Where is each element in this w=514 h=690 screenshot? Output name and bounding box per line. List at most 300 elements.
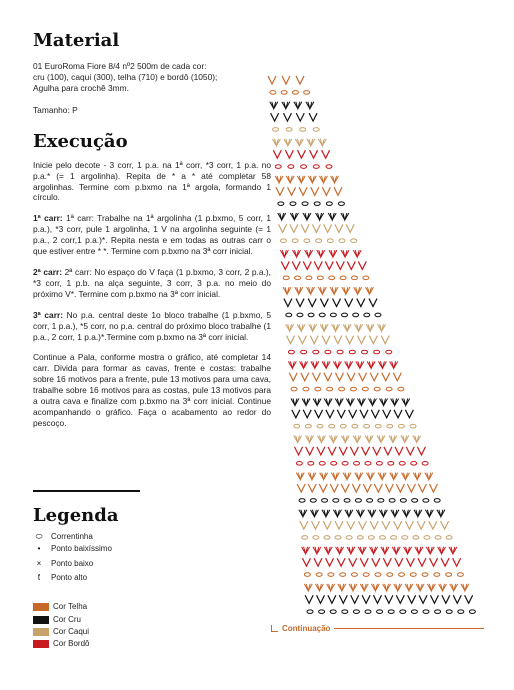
chain-mark — [364, 424, 370, 428]
chain-mark — [387, 573, 393, 577]
shell-mark — [331, 176, 339, 183]
chain-mark — [273, 128, 279, 132]
carr2-paragraph — [33, 267, 271, 300]
shell-mark — [291, 398, 299, 405]
chain-mark — [313, 128, 319, 132]
diagram-row — [288, 350, 391, 354]
chain-mark — [300, 128, 306, 132]
v-stitch-mark — [290, 224, 298, 232]
chain-mark — [398, 424, 404, 428]
continuation-marker — [271, 624, 484, 633]
carr3-text: No p.a. central deste 1o bloco trabalhe (1 p.bxmo, 5 corr, 1 p.a.), *5 corr, no p.a. central do próximo bloco trabalhe (1 p.a., 2 corr, 1 p.a.)*.Termine com p.bxmo na 3ª corr inicial. — [33, 309, 271, 342]
v-stitch-mark — [358, 336, 366, 344]
v-stitch-mark — [417, 521, 425, 529]
v-stitch-mark — [363, 484, 371, 492]
v-stitch-mark — [358, 261, 366, 269]
chain-mark — [338, 202, 344, 206]
v-stitch-mark — [268, 76, 276, 84]
diagram-row — [305, 595, 473, 603]
shell-mark — [347, 547, 355, 554]
v-stitch-mark — [322, 336, 330, 344]
chain-mark — [424, 536, 430, 540]
shell-mark — [286, 176, 294, 183]
chain-mark — [344, 499, 350, 503]
chain-mark — [304, 239, 310, 243]
diagram-row — [307, 610, 475, 614]
chain-oval-icon: ⬭ — [35, 532, 43, 541]
diagram-row — [286, 313, 381, 317]
shell-mark — [449, 547, 457, 554]
diagram-row — [281, 261, 366, 269]
chain-mark — [399, 573, 405, 577]
v-stitch-mark — [351, 595, 359, 603]
chain-mark — [354, 461, 360, 465]
v-stitch-mark — [296, 76, 304, 84]
v-stitch-mark — [465, 595, 473, 603]
v-stitch-mark — [406, 558, 414, 566]
v-stitch-mark — [322, 150, 330, 158]
shell-mark — [316, 213, 324, 220]
v-stitch-mark — [350, 447, 358, 455]
chain-mark — [391, 536, 397, 540]
v-stitch-mark — [441, 558, 449, 566]
diagram-row — [292, 410, 414, 418]
shell-mark — [379, 510, 387, 517]
v-stitch-mark — [395, 558, 403, 566]
v-stitch-mark — [289, 373, 297, 381]
chain-mark — [291, 387, 297, 391]
v-stitch-mark — [326, 558, 334, 566]
v-stitch-mark — [335, 521, 343, 529]
shell-mark — [381, 547, 389, 554]
shell-mark — [416, 584, 424, 591]
shell-mark — [383, 584, 391, 591]
chain-mark — [325, 350, 331, 354]
shell-mark — [297, 176, 305, 183]
chain-mark — [364, 313, 370, 317]
shell-mark — [335, 398, 343, 405]
chain-mark — [327, 387, 333, 391]
shell-mark — [302, 398, 310, 405]
chain-mark — [340, 424, 346, 428]
chain-mark — [361, 350, 367, 354]
chain-mark — [434, 573, 440, 577]
shell-mark — [333, 361, 341, 368]
shell-mark — [308, 176, 316, 183]
material-line: 01 EuroRoma Fiore 8/4 nº2 500m de cada cor: — [33, 61, 207, 71]
v-stitch-mark — [310, 150, 318, 158]
chain-mark — [339, 387, 345, 391]
chain-mark — [337, 350, 343, 354]
chain-mark — [319, 461, 325, 465]
chain-mark — [275, 165, 281, 169]
swatch-box — [33, 603, 49, 611]
chain-mark — [411, 610, 417, 614]
v-stitch-mark — [406, 447, 414, 455]
chain-mark — [378, 499, 384, 503]
color-swatch-telha — [33, 602, 87, 611]
legend-item-ponto-alto — [33, 573, 87, 583]
chain-mark — [422, 461, 428, 465]
shell-mark — [293, 250, 301, 257]
v-stitch-mark — [283, 113, 291, 121]
v-stitch-mark — [317, 595, 325, 603]
v-stitch-mark — [442, 595, 450, 603]
shell-mark — [425, 510, 433, 517]
v-stitch-mark — [336, 261, 344, 269]
shell-mark — [333, 510, 341, 517]
shell-mark — [401, 436, 409, 443]
carr2-label: 2ª carr: — [33, 266, 63, 277]
chain-mark — [342, 610, 348, 614]
legenda-title: Legenda — [33, 505, 119, 526]
shell-mark — [355, 324, 363, 331]
chain-mark — [329, 276, 335, 280]
v-stitch-mark — [302, 558, 310, 566]
chain-mark — [375, 313, 381, 317]
chain-mark — [290, 202, 296, 206]
diagram-row — [276, 187, 342, 195]
chain-mark — [286, 313, 292, 317]
chain-mark — [270, 91, 276, 95]
chain-mark — [313, 536, 319, 540]
shell-mark — [294, 436, 302, 443]
chain-mark — [386, 387, 392, 391]
shell-mark — [304, 584, 312, 591]
shell-mark — [341, 436, 349, 443]
v-stitch-mark — [369, 299, 377, 307]
shell-mark — [377, 436, 385, 443]
diagram-row — [284, 299, 377, 307]
chain-mark — [288, 165, 294, 169]
diagram-row — [302, 547, 457, 554]
shell-mark — [303, 213, 311, 220]
diagram-row — [268, 76, 304, 84]
shell-mark — [329, 436, 337, 443]
size-text: Tamanho: P — [33, 104, 78, 115]
chain-mark — [375, 424, 381, 428]
chain-mark — [304, 573, 310, 577]
shell-mark — [272, 139, 280, 146]
v-stitch-mark — [297, 484, 305, 492]
shell-mark — [318, 139, 326, 146]
chain-mark — [346, 536, 352, 540]
chain-mark — [387, 424, 393, 428]
v-stitch-mark — [369, 336, 377, 344]
shell-mark — [380, 398, 388, 405]
chain-mark — [292, 91, 298, 95]
chain-mark — [410, 424, 416, 428]
diagram-row — [272, 139, 326, 146]
shell-mark — [365, 287, 373, 294]
shell-mark — [391, 398, 399, 405]
shell-mark — [366, 324, 374, 331]
chain-mark — [435, 610, 441, 614]
shell-mark — [318, 287, 326, 294]
chain-mark — [314, 202, 320, 206]
chain-mark — [327, 239, 333, 243]
v-stitch-mark — [322, 187, 330, 195]
pala-paragraph: Continue a Pala, conforme mostra o gráfico, até completar 14 carr. Divida para formar as cavas, frente e costas: trabalhe sobre 16 motivos para a frente, pule 13 motivos para uma cava, trabalhe sobre 16 motivos para as costas, pule 13 motivos para a outra cava e finalize com p.bxmo na 3ª corr inicial. Continue acompanhando o gráfico. Faça o acabamento ao redor do pescoço. — [33, 352, 271, 428]
v-stitch-mark — [339, 595, 347, 603]
chain-mark — [351, 276, 357, 280]
v-stitch-mark — [359, 373, 367, 381]
diagram-row — [279, 224, 355, 232]
chain-mark — [302, 202, 308, 206]
shell-mark — [392, 547, 400, 554]
shell-mark — [450, 584, 458, 591]
chain-mark — [310, 499, 316, 503]
v-stitch-mark — [296, 113, 304, 121]
v-stitch-mark — [273, 150, 281, 158]
shell-mark — [401, 473, 409, 480]
chain-mark — [400, 499, 406, 503]
chain-mark — [423, 610, 429, 614]
v-stitch-mark — [394, 410, 402, 418]
v-stitch-mark — [374, 484, 382, 492]
diagram-row — [291, 398, 410, 405]
material-line: Agulha para crochê 3mm. — [33, 82, 129, 93]
shell-mark — [425, 473, 433, 480]
diagram-row — [304, 573, 463, 577]
chain-mark — [302, 536, 308, 540]
chain-mark — [368, 536, 374, 540]
shell-mark — [331, 473, 339, 480]
shell-mark — [286, 324, 294, 331]
chain-mark — [389, 499, 395, 503]
chain-mark — [295, 276, 301, 280]
chain-mark — [362, 387, 368, 391]
shell-mark — [332, 324, 340, 331]
chain-mark — [412, 499, 418, 503]
diagram-row — [275, 165, 332, 169]
shell-mark — [426, 547, 434, 554]
shell-mark — [307, 139, 315, 146]
chain-mark — [330, 610, 336, 614]
chain-mark — [331, 461, 337, 465]
shell-mark — [439, 584, 447, 591]
carr3-paragraph — [33, 310, 271, 343]
shell-mark — [324, 547, 332, 554]
diagram-row — [270, 91, 310, 95]
shell-mark — [302, 547, 310, 554]
shell-mark — [342, 287, 350, 294]
shell-mark — [437, 510, 445, 517]
v-stitch-mark — [312, 224, 320, 232]
shell-mark — [343, 324, 351, 331]
chain-mark — [365, 461, 371, 465]
chain-mark — [446, 573, 452, 577]
chain-mark — [457, 573, 463, 577]
diagram-row — [300, 521, 449, 529]
shell-mark — [354, 287, 362, 294]
shell-mark — [353, 250, 361, 257]
shell-mark — [413, 473, 421, 480]
v-stitch-mark — [334, 187, 342, 195]
v-stitch-mark — [407, 484, 415, 492]
chain-mark — [375, 573, 381, 577]
v-stitch-mark — [430, 558, 438, 566]
chain-mark — [413, 536, 419, 540]
intro-paragraph: Inicie pelo decote - 3 corr, 1 p.a. na 1ª corr, *3 corr, 1 p.a. no p.a.* (= 1 argolinha). Repita de * a * até completar 58 argolinhas. Termine com p.bxmo na 1ª argola, formando 1 círculo. — [33, 159, 271, 203]
shell-mark — [322, 361, 330, 368]
diagram-row — [295, 447, 426, 455]
v-stitch-mark — [362, 447, 370, 455]
v-stitch-mark — [341, 484, 349, 492]
v-stitch-mark — [330, 484, 338, 492]
chain-mark — [446, 536, 452, 540]
shell-mark — [368, 510, 376, 517]
v-stitch-mark — [385, 595, 393, 603]
shell-mark — [308, 473, 316, 480]
text-column — [33, 30, 271, 429]
shell-mark — [390, 361, 398, 368]
section-divider — [33, 490, 140, 492]
chain-mark — [374, 350, 380, 354]
shell-mark — [378, 324, 386, 331]
v-stitch-mark — [301, 373, 309, 381]
chain-mark — [357, 536, 363, 540]
swatch-label: Cor Cru — [53, 615, 82, 624]
swatch-label: Cor Bordô — [53, 639, 90, 648]
chain-mark — [326, 165, 332, 169]
v-stitch-mark — [315, 410, 323, 418]
chain-mark — [299, 499, 305, 503]
diagram-row — [280, 239, 356, 243]
v-stitch-mark — [295, 447, 303, 455]
shell-mark — [322, 510, 330, 517]
shell-mark — [284, 139, 292, 146]
diagram-row — [294, 436, 421, 443]
chain-mark — [328, 573, 334, 577]
shell-mark — [295, 139, 303, 146]
v-stitch-mark — [362, 595, 370, 603]
shell-mark — [414, 510, 422, 517]
v-stitch-mark — [308, 299, 316, 307]
shell-mark — [327, 584, 335, 591]
legend-label: Ponto alto — [51, 573, 88, 582]
v-stitch-mark — [394, 521, 402, 529]
shell-mark — [317, 436, 325, 443]
v-stitch-mark — [312, 521, 320, 529]
v-stitch-mark — [334, 336, 342, 344]
chain-mark — [376, 461, 382, 465]
diagram-row — [273, 128, 320, 132]
v-stitch-mark — [385, 484, 393, 492]
chain-mark — [316, 239, 322, 243]
shell-mark — [330, 287, 338, 294]
v-stitch-mark — [308, 484, 316, 492]
shell-mark — [358, 547, 366, 554]
diagram-row — [296, 461, 428, 465]
v-stitch-mark — [285, 150, 293, 158]
diagram-row — [283, 276, 369, 280]
legend-label: Ponto baixíssimo — [51, 544, 112, 553]
v-stitch-mark — [419, 595, 427, 603]
v-stitch-mark — [312, 373, 320, 381]
v-stitch-mark — [335, 373, 343, 381]
carr1-paragraph — [33, 213, 271, 257]
carr1-text: 1ª carr: Trabalhe na 1ª argolinha (1 p.bxmo, 5 corr, 1 p.a.), *3 corr, pule 1 argolinha, 1 V na argolinha seguinte (= 1 p.a., 2 corr,1 p.a.)*. Repita nesta e em todas as outras carr o que estiver entre * *. Termine com p.bxmo na 3ª corr inicial. — [33, 213, 272, 257]
chain-mark — [330, 313, 336, 317]
chain-mark — [283, 276, 289, 280]
shell-mark — [338, 584, 346, 591]
carr3-label: 3ª carr: — [33, 309, 63, 320]
chain-mark — [399, 461, 405, 465]
chain-mark — [446, 610, 452, 614]
chain-mark — [340, 573, 346, 577]
shell-mark — [290, 213, 298, 220]
v-stitch-mark — [324, 224, 332, 232]
chain-mark — [319, 313, 325, 317]
shell-mark — [390, 473, 398, 480]
chain-mark — [297, 313, 303, 317]
v-stitch-mark — [429, 521, 437, 529]
v-stitch-mark — [382, 373, 390, 381]
shell-mark — [329, 250, 337, 257]
v-stitch-mark — [324, 373, 332, 381]
chain-mark — [292, 239, 298, 243]
shell-mark — [275, 176, 283, 183]
chain-mark — [422, 573, 428, 577]
legend-item-ponto-baixissimo — [33, 544, 112, 554]
v-stitch-mark — [383, 410, 391, 418]
continuation-line — [334, 628, 484, 629]
chain-mark — [322, 499, 328, 503]
color-swatch-bordo — [33, 639, 89, 648]
shell-mark — [315, 584, 323, 591]
shell-mark — [404, 547, 412, 554]
chain-mark — [294, 424, 300, 428]
shell-mark — [357, 398, 365, 405]
shell-mark — [295, 287, 303, 294]
chain-mark — [388, 461, 394, 465]
shell-mark — [402, 398, 410, 405]
diagram-row — [289, 373, 401, 381]
shell-mark — [389, 436, 397, 443]
color-swatch-cru — [33, 615, 81, 624]
shell-mark — [280, 250, 288, 257]
chain-mark — [363, 276, 369, 280]
shell-mark — [378, 361, 386, 368]
diagram-row — [296, 473, 433, 480]
chain-mark — [379, 536, 385, 540]
v-stitch-mark — [360, 410, 368, 418]
chain-mark — [308, 461, 314, 465]
shell-mark — [299, 510, 307, 517]
chain-mark — [411, 461, 417, 465]
chain-mark — [352, 424, 358, 428]
chain-mark — [333, 499, 339, 503]
diagram-row — [287, 336, 390, 344]
shell-mark — [371, 584, 379, 591]
chain-mark — [351, 239, 357, 243]
v-stitch-mark — [320, 299, 328, 307]
v-stitch-mark — [297, 150, 305, 158]
legend-item-ponto-baixo — [33, 559, 93, 569]
diagram-row — [299, 510, 445, 517]
v-stitch-mark — [360, 558, 368, 566]
chain-mark — [305, 424, 311, 428]
shell-mark — [353, 436, 361, 443]
shell-mark — [319, 176, 327, 183]
diagram-row — [275, 176, 338, 183]
chain-mark — [301, 350, 307, 354]
v-stitch-mark — [303, 410, 311, 418]
v-stitch-mark — [345, 299, 353, 307]
shell-mark — [346, 398, 354, 405]
diagram-row — [273, 150, 329, 158]
